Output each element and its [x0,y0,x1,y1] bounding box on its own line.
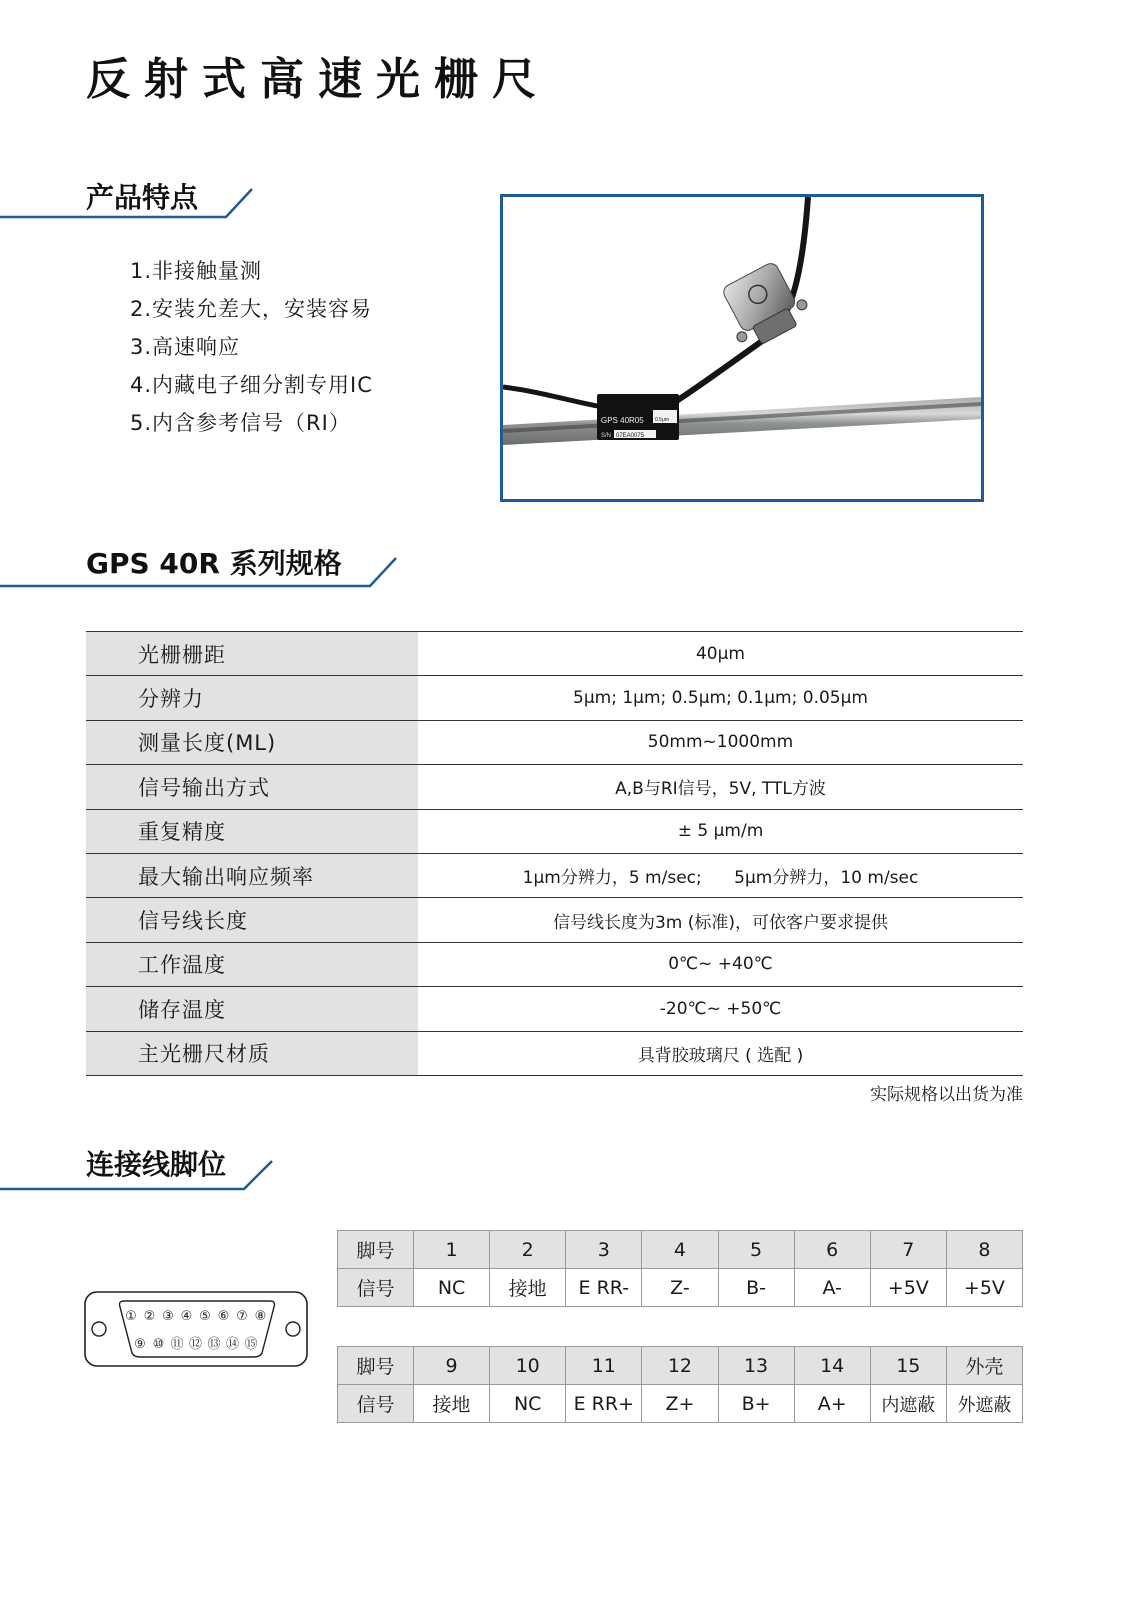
feature-item: 1.非接触量测 [130,259,263,283]
signal-cell: Z+ [642,1385,718,1423]
head-resolution-label: 0.5μm [655,417,669,423]
signal-cell: B+ [718,1385,794,1423]
signal-cell: E RR- [566,1269,642,1307]
signal-cell: A+ [794,1385,870,1423]
pin-row [338,1231,1023,1269]
feature-list [130,252,373,442]
signal-cell: E RR+ [566,1385,642,1423]
pin-number-cell: 2 [490,1231,566,1269]
spec-value: -20℃~ +50℃ [659,998,782,1019]
spec-key: 光栅栅距 [86,632,418,676]
pin-number-cell: 9 [414,1347,490,1385]
signal-row [338,1269,1023,1307]
table-row [86,898,1023,942]
spec-value: 1μm分辨力，5 m/sec; 5μm分辨力，10 m/sec [522,868,919,889]
pin-number: ⑫ [188,1337,203,1352]
table-row [86,1031,1023,1075]
scale-rail [503,397,981,445]
pin-row [338,1347,1023,1385]
pin-number: ⑥ [217,1309,230,1324]
pin-number: ③ [162,1309,174,1324]
pin-number-cell: 5 [718,1231,794,1269]
section-header-features [0,180,260,220]
head-sn-value: 07EA0075 [616,433,645,439]
pin-table-2 [337,1346,1023,1423]
feature-item: 5.内含参考信号（RI） [130,411,351,435]
pin-number: ④ [180,1309,193,1324]
spec-key: 分辨力 [86,676,418,720]
signal-cell: A- [794,1269,870,1307]
mount-hole-left [92,1322,106,1336]
spec-value: A,B与RI信号，5V, TTL方波 [615,779,826,800]
pin-row-label: 脚号 [338,1347,414,1385]
spec-value: 具背胶玻璃尺 ( 选配 ) [637,1045,804,1066]
spec-key: 主光栅尺材质 [86,1031,418,1075]
pin-row-label: 脚号 [338,1231,414,1269]
spec-key: 信号输出方式 [86,765,418,809]
signal-cell: +5V [870,1269,946,1307]
pin-number: ⑨ [134,1337,146,1352]
pin-number-cell: 外壳 [946,1347,1022,1385]
table-row [86,720,1023,764]
head-sn-prefix: S/N [601,433,612,439]
pin-number: ① [125,1309,137,1324]
pin-number-cell: 1 [414,1231,490,1269]
pin-number-cell: 15 [870,1347,946,1385]
signal-cell: NC [490,1385,566,1423]
product-photo [500,194,984,502]
pin-number: ② [143,1309,156,1324]
pin-number-cell: 12 [642,1347,718,1385]
spec-value: 5μm; 1μm; 0.5μm; 0.1μm; 0.05μm [573,688,868,709]
head-model-label: GPS 40R05 [601,416,644,425]
page-title: 反射式高速光栅尺 [86,54,550,105]
signal-cell: NC [414,1269,490,1307]
spec-value: 50mm~1000mm [647,732,794,753]
feature-item: 2.安装允差大，安装容易 [130,297,373,321]
signal-row [338,1385,1023,1423]
signal-cell: 接地 [414,1385,490,1423]
table-row [86,853,1023,897]
pin-table-1 [337,1230,1023,1307]
signal-row-label: 信号 [338,1269,414,1307]
feature-item: 4.内藏电子细分割专用IC [130,373,373,397]
table-row [86,809,1023,853]
pin-number: ⑮ [244,1337,258,1352]
feature-item: 3.高速响应 [130,335,241,359]
pin-number-cell: 8 [946,1231,1022,1269]
section-title-specs: GPS 40R 系列规格 [86,547,342,580]
spec-note: 实际规格以出货为准 [870,1085,1023,1105]
pin-number: ⑧ [254,1309,267,1324]
signal-cell: 接地 [490,1269,566,1307]
pin-number: ⑩ [152,1337,165,1352]
table-row [86,632,1023,676]
pin-number-cell: 7 [870,1231,946,1269]
section-title-features: 产品特点 [86,181,199,214]
db15-outline [84,1291,310,1369]
db15-connector-diagram [84,1291,310,1373]
pin-number-cell: 3 [566,1231,642,1269]
pin-number-cell: 13 [718,1347,794,1385]
table-row [86,987,1023,1031]
spec-key: 信号线长度 [86,898,418,942]
signal-cell: B- [718,1269,794,1307]
section-title-pins: 连接线脚位 [86,1148,227,1181]
pin-number: ⑬ [207,1337,221,1352]
spec-key: 重复精度 [86,809,418,853]
mount-hole-right [286,1322,300,1336]
signal-cell: 外遮蔽 [946,1385,1022,1423]
spec-value: 40μm [695,643,745,664]
signal-cell: +5V [946,1269,1022,1307]
pin-number-cell: 10 [490,1347,566,1385]
cable [503,387,603,407]
signal-cell: Z- [642,1269,718,1307]
signal-cell: 内遮蔽 [870,1385,946,1423]
spec-key: 工作温度 [86,942,418,986]
spec-value: 0℃~ +40℃ [668,954,773,975]
section-header-pins [0,1147,290,1187]
table-row [86,942,1023,986]
spec-key: 最大输出响应频率 [86,853,418,897]
spec-key: 测量长度(ML) [86,720,418,764]
pin-number-cell: 11 [566,1347,642,1385]
spec-value: 信号线长度为3m (标准)，可依客户要求提供 [552,912,889,933]
signal-row-label: 信号 [338,1385,414,1423]
spec-key: 储存温度 [86,987,418,1031]
pin-number: ⑦ [236,1309,248,1324]
pin-number: ⑤ [199,1309,211,1324]
product-illustration [503,197,981,499]
pin-number-cell: 14 [794,1347,870,1385]
spec-table [86,631,1023,1076]
pin-number: ⑪ [170,1337,184,1352]
pin-number-cell: 6 [794,1231,870,1269]
table-row [86,676,1023,720]
section-header-specs [0,546,400,586]
table-row [86,765,1023,809]
pin-number-cell: 4 [642,1231,718,1269]
spec-value: ± 5 μm/m [677,821,764,842]
pin-number: ⑭ [225,1337,240,1352]
